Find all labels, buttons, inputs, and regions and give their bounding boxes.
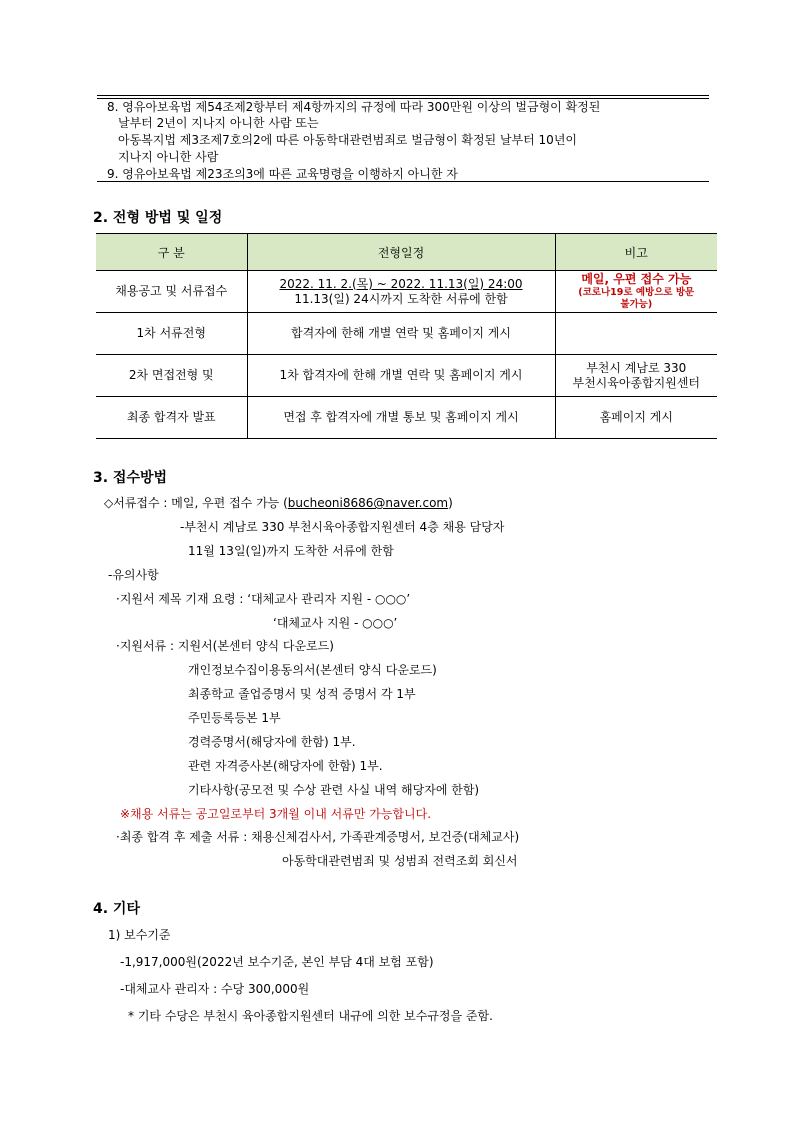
row-note: [555, 271, 717, 313]
submission-close: ): [448, 496, 453, 510]
row-schedule: 합격자에 한해 개별 연락 및 홈페이지 게시: [247, 313, 555, 355]
item-8-line-1: 8. 영유아보육법 제54조제2항부터 제4항까지의 규정에 따라 300만원 이상의 벌금형이 확정된: [107, 100, 601, 114]
item-8-line-3: 아동복지법 제3조제7호의2에 따른 아동학대관련범죄로 벌금형이 확정된 날부터 10년이: [118, 133, 578, 147]
top-rule-1: [97, 95, 709, 96]
header-category: 구 분: [96, 234, 247, 271]
note-center: 부천시육아종합지원센터: [572, 375, 700, 390]
row-note: [555, 355, 717, 397]
deadline-line: 11월 13일(일)까지 도착한 서류에 한함: [188, 544, 394, 558]
submission-line: [104, 494, 453, 511]
row-note: [555, 313, 717, 355]
section-2-title: 2. 전형 방법 및 일정: [93, 210, 223, 226]
schedule-table: [96, 233, 717, 439]
doc-item: 최종학교 졸업증명서 및 성적 증명서 각 1부: [188, 687, 416, 701]
section-4-title: 4. 기타: [93, 901, 140, 917]
final-docs-label: ·최종 합격 후 제출 서류 : 채용신체검사서, 가족관계증명서, 보건증(대체교사): [116, 830, 520, 844]
pay-label: 1) 보수기준: [108, 928, 171, 942]
note-covid: (코로나19로 예방으로 방문: [578, 287, 695, 298]
row-category: 1차 서류전형: [96, 313, 247, 355]
table-row: [96, 271, 717, 313]
schedule-dates: 2022. 11. 2.(목) ~ 2022. 11.13(일) 24:00: [279, 276, 523, 291]
row-schedule: 1차 합격자에 한해 개별 연락 및 홈페이지 게시: [247, 355, 555, 397]
docs-label: ·지원서류 : 지원서(본센터 양식 다운로드): [116, 639, 334, 653]
row-category: 최종 합격자 발표: [96, 397, 247, 439]
item-8-line-4: 지나지 아니한 사람: [118, 150, 219, 164]
table-header-row: [96, 234, 717, 271]
bottom-rule: [97, 181, 709, 182]
table-row: [96, 313, 717, 355]
pay-line-2: -대체교사 관리자 : 수당 300,000원: [120, 982, 310, 996]
row-schedule: [247, 271, 555, 313]
item-8-line-2: 날부터 2년이 지나지 아니한 사람 또는: [118, 116, 319, 130]
doc-item: 개인정보수집이용동의서(본센터 양식 다운로드): [188, 663, 437, 677]
doc-item: 주민등록등본 1부: [188, 711, 281, 725]
item-9: 9. 영유아보육법 제23조의3에 따른 교육명령을 이행하지 아니한 자: [107, 167, 458, 181]
notes-label: -유의사항: [108, 568, 159, 582]
header-schedule: 전형일정: [247, 234, 555, 271]
note-receipt: 메일, 우편 접수 가능: [581, 272, 692, 286]
note-address: 부천시 계남로 330: [586, 360, 687, 375]
schedule-deadline: 11.13(일) 24시까지 도착한 서류에 한함: [294, 291, 508, 306]
doc-item: 기타사항(공모전 및 수상 관련 사실 내역 해당자에 한함): [188, 783, 480, 797]
subject-guide: ·지원서 제목 기재 요령 : ‘대체교사 관리자 지원 - ○○○’: [116, 592, 411, 606]
row-category: 2차 면접전형 및: [96, 355, 247, 397]
pay-line-3: * 기타 수당은 부천시 육아종합지원센터 내규에 의한 보수규정을 준함.: [128, 1009, 493, 1023]
warning-note: ※채용 서류는 공고일로부터 3개월 이내 서류만 가능합니다.: [120, 807, 432, 821]
email-link[interactable]: bucheoni8686@naver.com: [287, 496, 449, 510]
subject-guide-alt: ‘대체교사 지원 - ○○○’: [273, 616, 398, 630]
submission-text: ◇서류접수 : 메일, 우편 접수 가능 (: [104, 496, 288, 510]
note-covid-2: 불가능): [620, 299, 653, 310]
doc-item: 경력증명서(해당자에 한함) 1부.: [188, 735, 356, 749]
doc-item: 관련 자격증사본(해당자에 한함) 1부.: [188, 759, 383, 773]
table-row: [96, 397, 717, 439]
final-docs-line-2: 아동학대관련범죄 및 성범죄 전력조회 회신서: [282, 854, 518, 868]
row-category: 채용공고 및 서류접수: [96, 271, 247, 313]
row-schedule: 면접 후 합격자에 개별 통보 및 홈페이지 게시: [247, 397, 555, 439]
address-line: -부천시 계남로 330 부천시육아종합지원센터 4층 채용 담당자: [180, 520, 505, 534]
header-note: 비고: [555, 234, 717, 271]
table-row: [96, 355, 717, 397]
row-note: 홈페이지 게시: [555, 397, 717, 439]
pay-line-1: -1,917,000원(2022년 보수기준, 본인 부담 4대 보험 포함): [120, 955, 434, 969]
section-3-title: 3. 접수방법: [93, 470, 168, 486]
